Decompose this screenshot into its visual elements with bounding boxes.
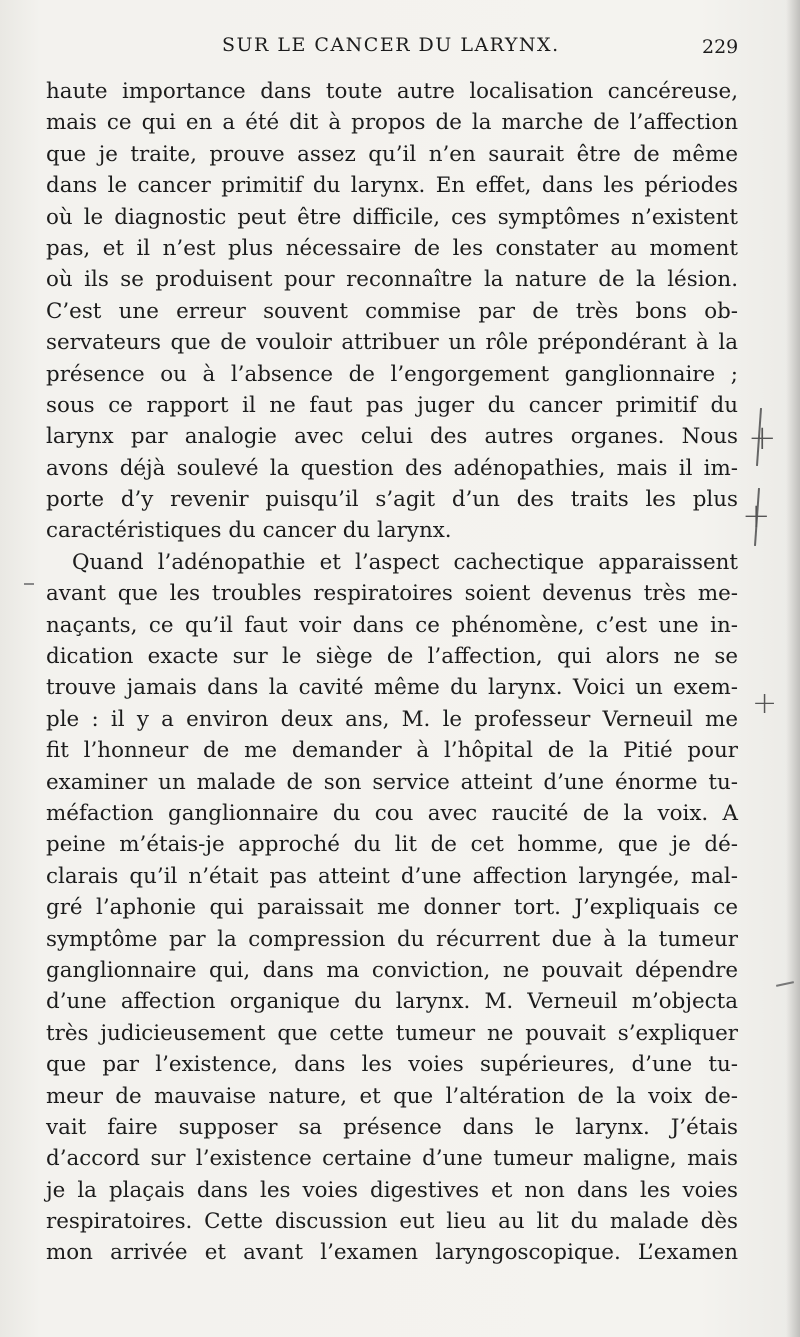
text-line: larynx par analogie avec celui des autres organes. Nous	[46, 424, 738, 450]
text-line: trouve jamais dans la cavité même du larynx. Voici un exem-	[46, 675, 738, 701]
text-line: respiratoires. Cette discussion eut lieu au lit du malade dès	[46, 1209, 738, 1235]
text-line: que je traite, prouve assez qu’il n’en saurait être de même	[46, 141, 738, 167]
text-line: d’une affection organique du larynx. M. Verneuil m’objecta	[46, 989, 738, 1015]
text-line: C’est une erreur souvent commise par de très bons ob-	[46, 298, 738, 324]
text-line-paragraph-start: Quand l’adénopathie et l’aspect cachectique apparaissent	[72, 549, 738, 575]
margin-pencil-mark: +	[748, 418, 777, 458]
text-line: naçants, ce qu’il faut voir dans ce phénomène, c’est une in-	[46, 612, 738, 638]
text-line: où ils se produisent pour reconnaître la nature de la lésion.	[46, 267, 738, 293]
text-line: pas, et il n’est plus nécessaire de les constater au moment	[46, 235, 738, 261]
text-line-paragraph-end: caractéristiques du cancer du larynx.	[46, 518, 452, 544]
text-line: mais ce qui en a été dit à propos de la marche de l’affection	[46, 110, 738, 136]
text-line: meur de mauvaise nature, et que l’altération de la voix de-	[46, 1083, 738, 1109]
text-line: clarais qu’il n’était pas atteint d’une affection laryngée, mal-	[46, 863, 738, 889]
text-line: gré l’aphonie qui paraissait me donner tort. J’expliquais ce	[46, 895, 738, 921]
body-text	[46, 76, 738, 1269]
page-header	[0, 32, 800, 62]
margin-pencil-mark: +	[742, 496, 771, 536]
text-line: ple : il y a environ deux ans, M. le professeur Verneuil me	[46, 706, 738, 732]
margin-pencil-dash	[24, 583, 34, 585]
text-line: porte d’y revenir puisqu’il s’agit d’un des traits les plus	[46, 487, 738, 513]
text-line: dans le cancer primitif du larynx. En effet, dans les périodes	[46, 173, 738, 199]
running-title: SUR LE CANCER DU LARYNX.	[222, 34, 560, 56]
text-line: servateurs que de vouloir attribuer un rôle prépondérant à la	[46, 330, 738, 356]
page-number: 229	[702, 36, 739, 58]
text-line: méfaction ganglionnaire du cou avec raucité de la voix. A	[46, 800, 738, 826]
text-line: d’accord sur l’existence certaine d’une tumeur maligne, mais	[46, 1146, 738, 1172]
text-line: peine m’étais-je approché du lit de cet homme, que je dé-	[46, 832, 738, 858]
text-line: sous ce rapport il ne faut pas juger du cancer primitif du	[46, 392, 738, 418]
text-line: mon arrivée et avant l’examen laryngoscopique. L’examen	[46, 1240, 738, 1266]
text-line: examiner un malade de son service atteint d’une énorme tu-	[46, 769, 738, 795]
text-line: dication exacte sur le siège de l’affection, qui alors ne se	[46, 644, 738, 670]
text-line: avons déjà soulevé la question des adénopathies, mais il im-	[46, 455, 738, 481]
text-line: présence ou à l’absence de l’engorgement ganglionnaire ;	[46, 361, 738, 387]
text-line: haute importance dans toute autre localisation cancéreuse,	[46, 79, 738, 104]
text-line: fit l’honneur de me demander à l’hôpital de la Pitié pour	[46, 738, 738, 764]
text-line: je la plaçais dans les voies digestives et non dans les voies	[46, 1177, 738, 1203]
text-line: où le diagnostic peut être difficile, ces symptômes n’existent	[46, 204, 738, 230]
text-line: ganglionnaire qui, dans ma conviction, ne pouvait dépendre	[46, 957, 738, 983]
page-edge-shadow	[786, 0, 800, 1337]
text-line: que par l’existence, dans les voies supérieures, d’une tu-	[46, 1052, 738, 1078]
text-line: vait faire supposer sa présence dans le larynx. J’étais	[46, 1114, 738, 1140]
text-line: symptôme par la compression du récurrent due à la tumeur	[46, 926, 738, 952]
margin-pencil-mark: +	[752, 686, 778, 721]
text-line: très judicieusement que cette tumeur ne pouvait s’expliquer	[46, 1020, 738, 1046]
text-line: avant que les troubles respiratoires soient devenus très me-	[46, 581, 738, 607]
